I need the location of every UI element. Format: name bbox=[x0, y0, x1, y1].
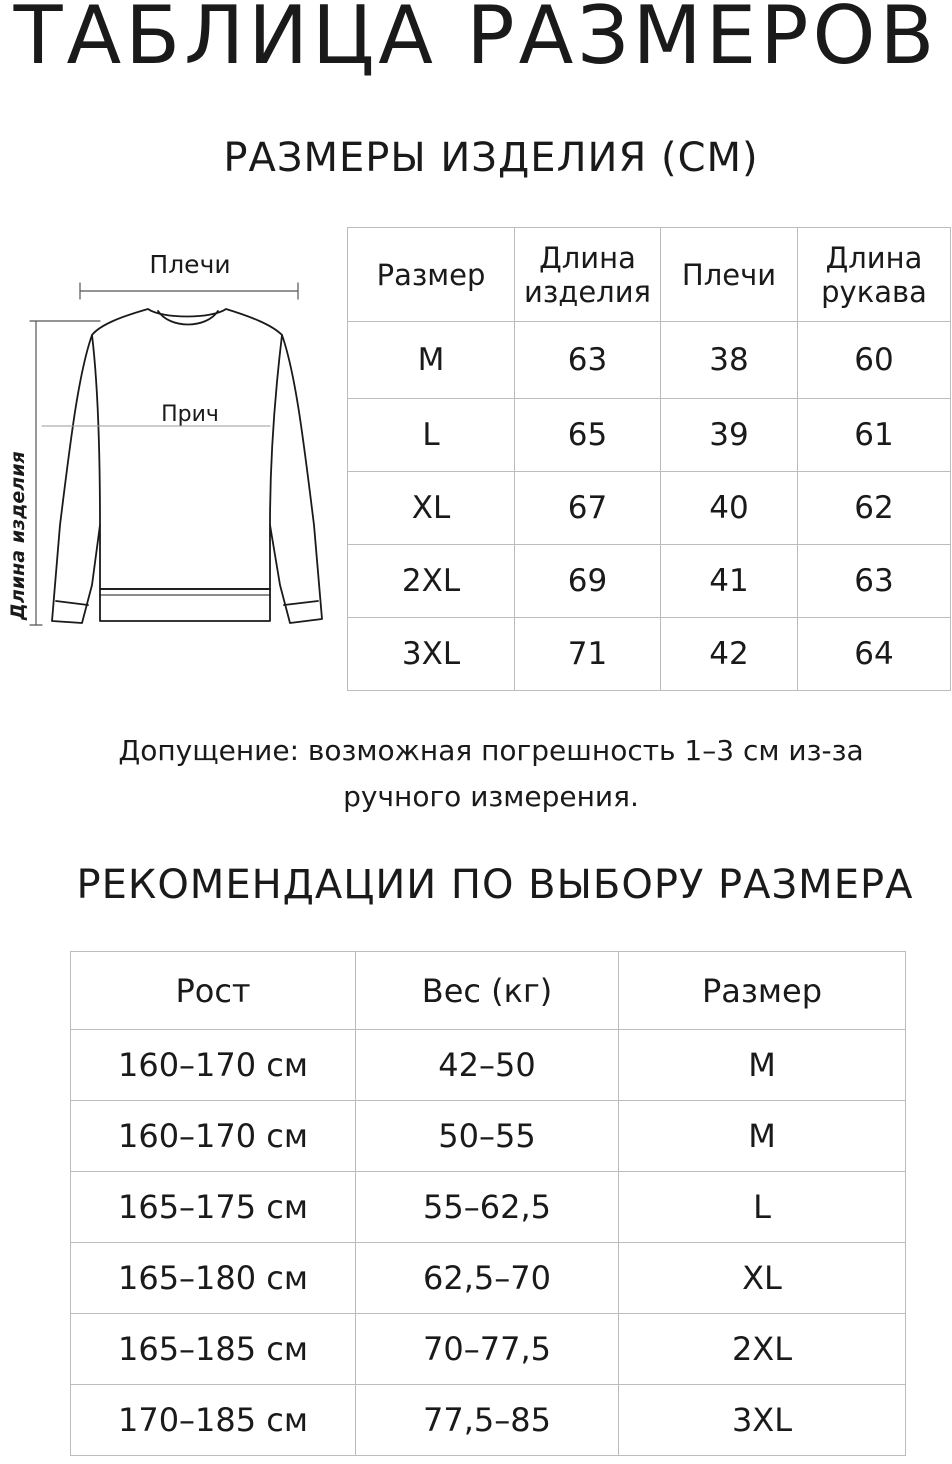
table-row bbox=[348, 399, 951, 472]
table-row bbox=[71, 1314, 906, 1385]
weight-cell: 55–62,5 bbox=[356, 1172, 619, 1243]
column-header-size: Размер bbox=[619, 952, 906, 1030]
shoulders-cell: 39 bbox=[661, 399, 798, 472]
column-header-shoulders: Плечи bbox=[661, 228, 798, 322]
size-cell: 2XL bbox=[348, 545, 515, 618]
shoulders-measure-line bbox=[80, 283, 298, 299]
weight-cell: 70–77,5 bbox=[356, 1314, 619, 1385]
table-row bbox=[71, 1243, 906, 1314]
column-header-weight: Вес (кг) bbox=[356, 952, 619, 1030]
shoulders-label: Плечи bbox=[149, 250, 231, 279]
size-cell: L bbox=[348, 399, 515, 472]
table-row bbox=[71, 1030, 906, 1101]
shoulders-cell: 40 bbox=[661, 472, 798, 545]
height-cell: 165–185 см bbox=[71, 1314, 356, 1385]
size-cell: XL bbox=[348, 472, 515, 545]
weight-cell: 62,5–70 bbox=[356, 1243, 619, 1314]
table-row bbox=[348, 472, 951, 545]
height-cell: 165–175 см bbox=[71, 1172, 356, 1243]
sleeve-cell: 64 bbox=[798, 618, 951, 691]
sleeve-cell: 61 bbox=[798, 399, 951, 472]
weight-cell: 50–55 bbox=[356, 1101, 619, 1172]
sweatshirt-body bbox=[52, 309, 322, 623]
column-header-height: Рост bbox=[71, 952, 356, 1030]
recommendation-table bbox=[70, 951, 906, 1456]
table-row bbox=[71, 1172, 906, 1243]
column-header-sleeve-length: Длина рукава bbox=[798, 228, 951, 322]
length-cell: 69 bbox=[515, 545, 661, 618]
size-cell: 3XL bbox=[348, 618, 515, 691]
length-label: Длина изделия bbox=[7, 451, 29, 620]
length-cell: 65 bbox=[515, 399, 661, 472]
shoulders-cell: 41 bbox=[661, 545, 798, 618]
weight-cell: 77,5–85 bbox=[356, 1385, 619, 1456]
size-cell: L bbox=[619, 1172, 906, 1243]
length-cell: 67 bbox=[515, 472, 661, 545]
table-row bbox=[348, 545, 951, 618]
sleeve-cell: 63 bbox=[798, 545, 951, 618]
height-cell: 165–180 см bbox=[71, 1243, 356, 1314]
shoulders-cell: 42 bbox=[661, 618, 798, 691]
table-row bbox=[348, 618, 951, 691]
size-cell: M bbox=[619, 1101, 906, 1172]
sleeve-cell: 62 bbox=[798, 472, 951, 545]
sleeve-cell: 60 bbox=[798, 322, 951, 399]
logo-text: Прич bbox=[161, 402, 219, 427]
height-cell: 160–170 см bbox=[71, 1030, 356, 1101]
column-header-length: Длина изделия bbox=[515, 228, 661, 322]
column-header-size: Размер bbox=[348, 228, 515, 322]
shoulders-cell: 38 bbox=[661, 322, 798, 399]
measurement-note: Допущение: возможная погрешность 1–3 см из-за ручного измерения. bbox=[118, 734, 864, 813]
table-header-row bbox=[348, 228, 951, 322]
size-cell: 3XL bbox=[619, 1385, 906, 1456]
product-size-table bbox=[347, 227, 951, 691]
sweatshirt-diagram bbox=[0, 225, 340, 645]
weight-cell: 42–50 bbox=[356, 1030, 619, 1101]
table-row bbox=[348, 322, 951, 399]
table-row bbox=[71, 1101, 906, 1172]
section-title-product-sizes: РАЗМЕРЫ ИЗДЕЛИЯ (СМ) bbox=[223, 135, 759, 181]
page-title: ТАБЛИЦА РАЗМЕРОВ bbox=[13, 0, 939, 82]
size-cell: 2XL bbox=[619, 1314, 906, 1385]
length-cell: 63 bbox=[515, 322, 661, 399]
table-header-row bbox=[71, 952, 906, 1030]
length-measure-line bbox=[30, 321, 100, 625]
height-cell: 170–185 см bbox=[71, 1385, 356, 1456]
size-cell: M bbox=[348, 322, 515, 399]
size-cell: M bbox=[619, 1030, 906, 1101]
table-row bbox=[71, 1385, 906, 1456]
section-title-recommendations: РЕКОМЕНДАЦИИ ПО ВЫБОРУ РАЗМЕРА bbox=[76, 862, 914, 908]
size-cell: XL bbox=[619, 1243, 906, 1314]
length-cell: 71 bbox=[515, 618, 661, 691]
height-cell: 160–170 см bbox=[71, 1101, 356, 1172]
